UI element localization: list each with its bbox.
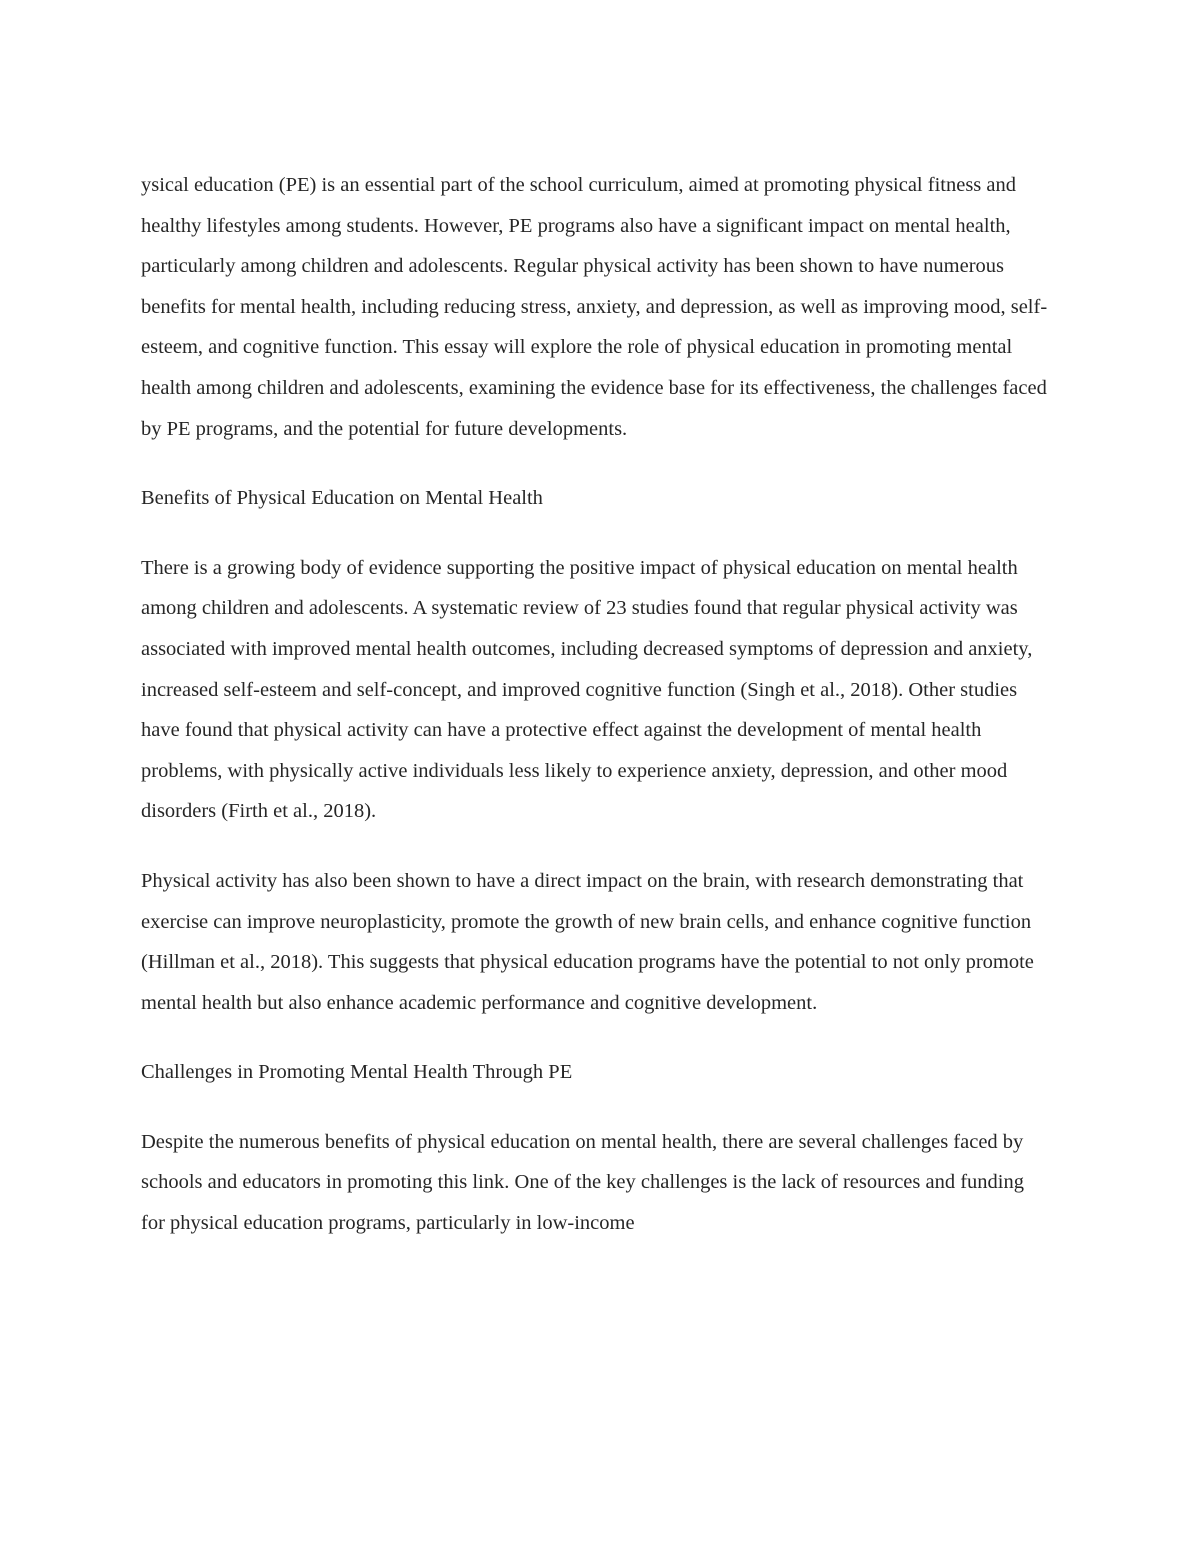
- section-heading-challenges: Challenges in Promoting Mental Health Through PE: [141, 1061, 573, 1084]
- benefits-paragraph-2: Physical activity has also been shown to have a direct impact on the brain, with research demonstrating that exercise can improve neuroplasticity, promote the growth of new brain cells, and enhance cognitive function (Hillman et al., 2018). This suggests that physical education programs have the potential to not only promote mental health but also enhance academic performance and cognitive development.: [141, 869, 1034, 1014]
- document-body: [141, 165, 1053, 1244]
- benefits-paragraph-1: There is a growing body of evidence supporting the positive impact of physical education on mental health among children and adolescents. A systematic review of 23 studies found that regular physical activity was associated with improved mental health outcomes, including decreased symptoms of depression and anxiety, increased self-esteem and self-concept, and improved cognitive function (Singh et al., 2018). Other studies have found that physical activity can have a protective effect against the development of mental health problems, with physically active individuals less likely to experience anxiety, depression, and other mood disorders (Firth et al., 2018).: [141, 556, 1033, 823]
- challenges-paragraph-1: Despite the numerous benefits of physical education on mental health, there are several challenges faced by schools and educators in promoting this link. One of the key challenges is the lack of resources and funding for physical education programs, particularly in low-income: [141, 1130, 1024, 1235]
- intro-paragraph: ysical education (PE) is an essential part of the school curriculum, aimed at promoting physical fitness and healthy lifestyles among students. However, PE programs also have a significant impact on mental health, particularly among children and adolescents. Regular physical activity has been shown to have numerous benefits for mental health, including reducing stress, anxiety, and depression, as well as improving mood, self-esteem, and cognitive function. This essay will explore the role of physical education in promoting mental health among children and adolescents, examining the evidence base for its effectiveness, the challenges faced by PE programs, and the potential for future developments.: [141, 174, 1048, 440]
- section-heading-benefits: Benefits of Physical Education on Mental Health: [141, 487, 543, 510]
